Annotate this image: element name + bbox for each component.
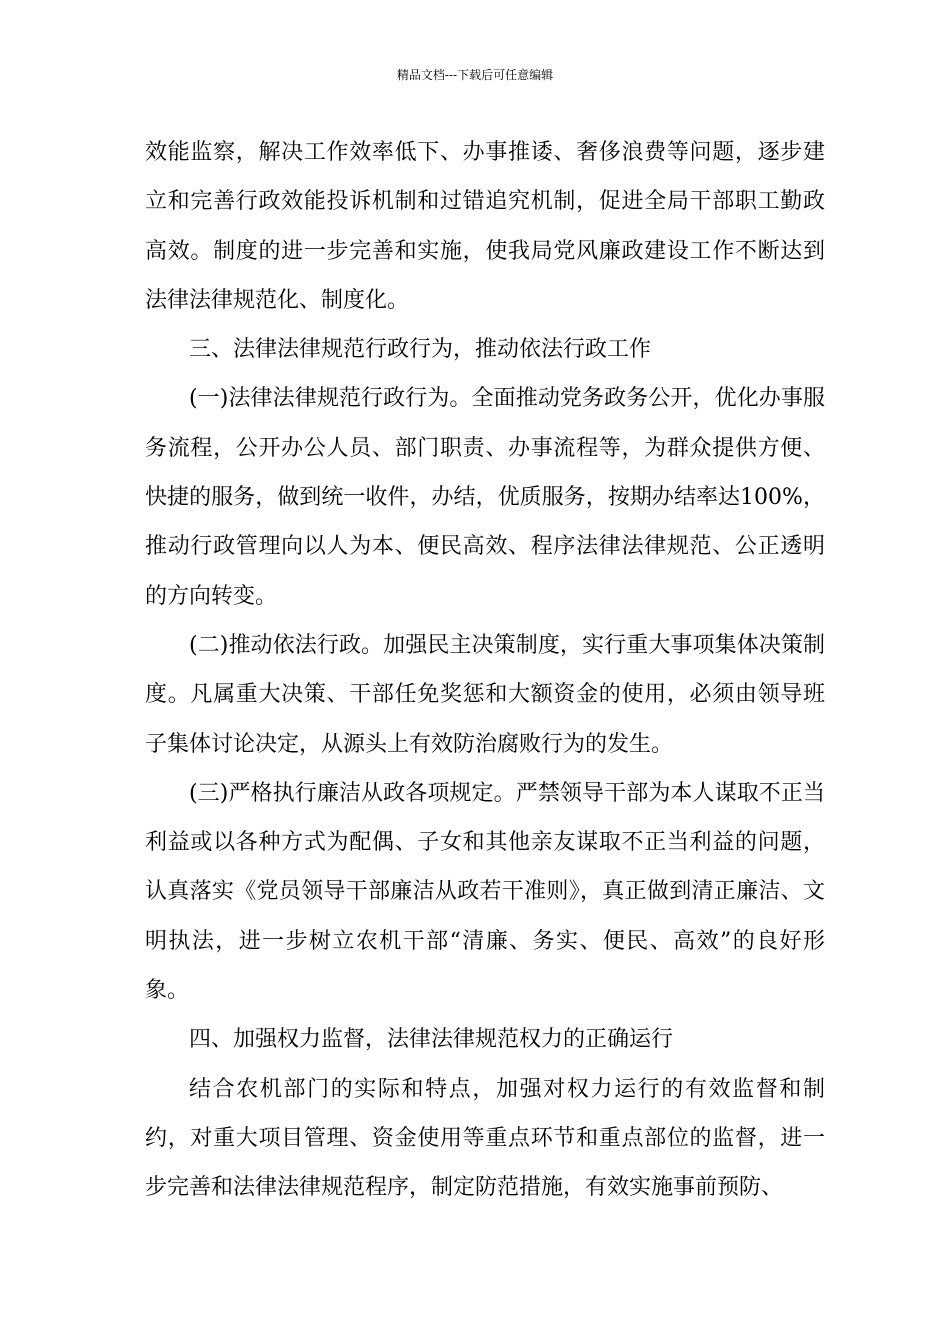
section-heading-three: 三、法律法律规范行政行为，推动依法行政工作 <box>189 337 652 363</box>
document-body <box>145 128 825 1213</box>
paragraph-item-three: (三)严格执行廉洁从政各项规定。严禁领导干部为本人谋取不正当利益或以各种方式为配偶、子女和其他亲友谋取不正当利益的问题，认真落实《党员领导干部廉洁从政若干准则》，真正做到清正廉洁、文明执法，进一步树立农机干部“清廉、务实、便民、高效”的良好形象。 <box>145 780 825 1004</box>
paragraph-continuation: 效能监察，解决工作效率低下、办事推诿、奢侈浪费等问题，逐步建立和完善行政效能投诉机制和过错追究机制，促进全局干部职工勤政高效。制度的进一步完善和实施，使我局党风廉政建设工作不断达到法律法律规范化、制度化。 <box>145 140 825 313</box>
section-heading-four: 四、加强权力监督，法律法律规范权力的正确运行 <box>189 1027 674 1053</box>
paragraph-item-two: (二)推动依法行政。加强民主决策制度，实行重大事项集体决策制度。凡属重大决策、干部任免奖惩和大额资金的使用，必须由领导班子集体讨论决定，从源头上有效防治腐败行为的发生。 <box>145 632 825 757</box>
paragraph-section-four: 结合农机部门的实际和特点，加强对权力运行的有效监督和制约，对重大项目管理、资金使用等重点环节和重点部位的监督，进一步完善和法律法律规范程序，制定防范措施，有效实施事前预防、 <box>145 1076 825 1201</box>
paragraph-item-one: (一)法律法律规范行政行为。全面推动党务政务公开，优化办事服务流程，公开办公人员、部门职责、办事流程等，为群众提供方便、快捷的服务，做到统一收件，办结，优质服务，按期办结率达100%，推动行政管理向以人为本、便民高效、程序法律法律规范、公正透明的方向转变。 <box>145 386 825 609</box>
page-header: 精品文档---下载后可任意编辑 <box>396 68 554 82</box>
